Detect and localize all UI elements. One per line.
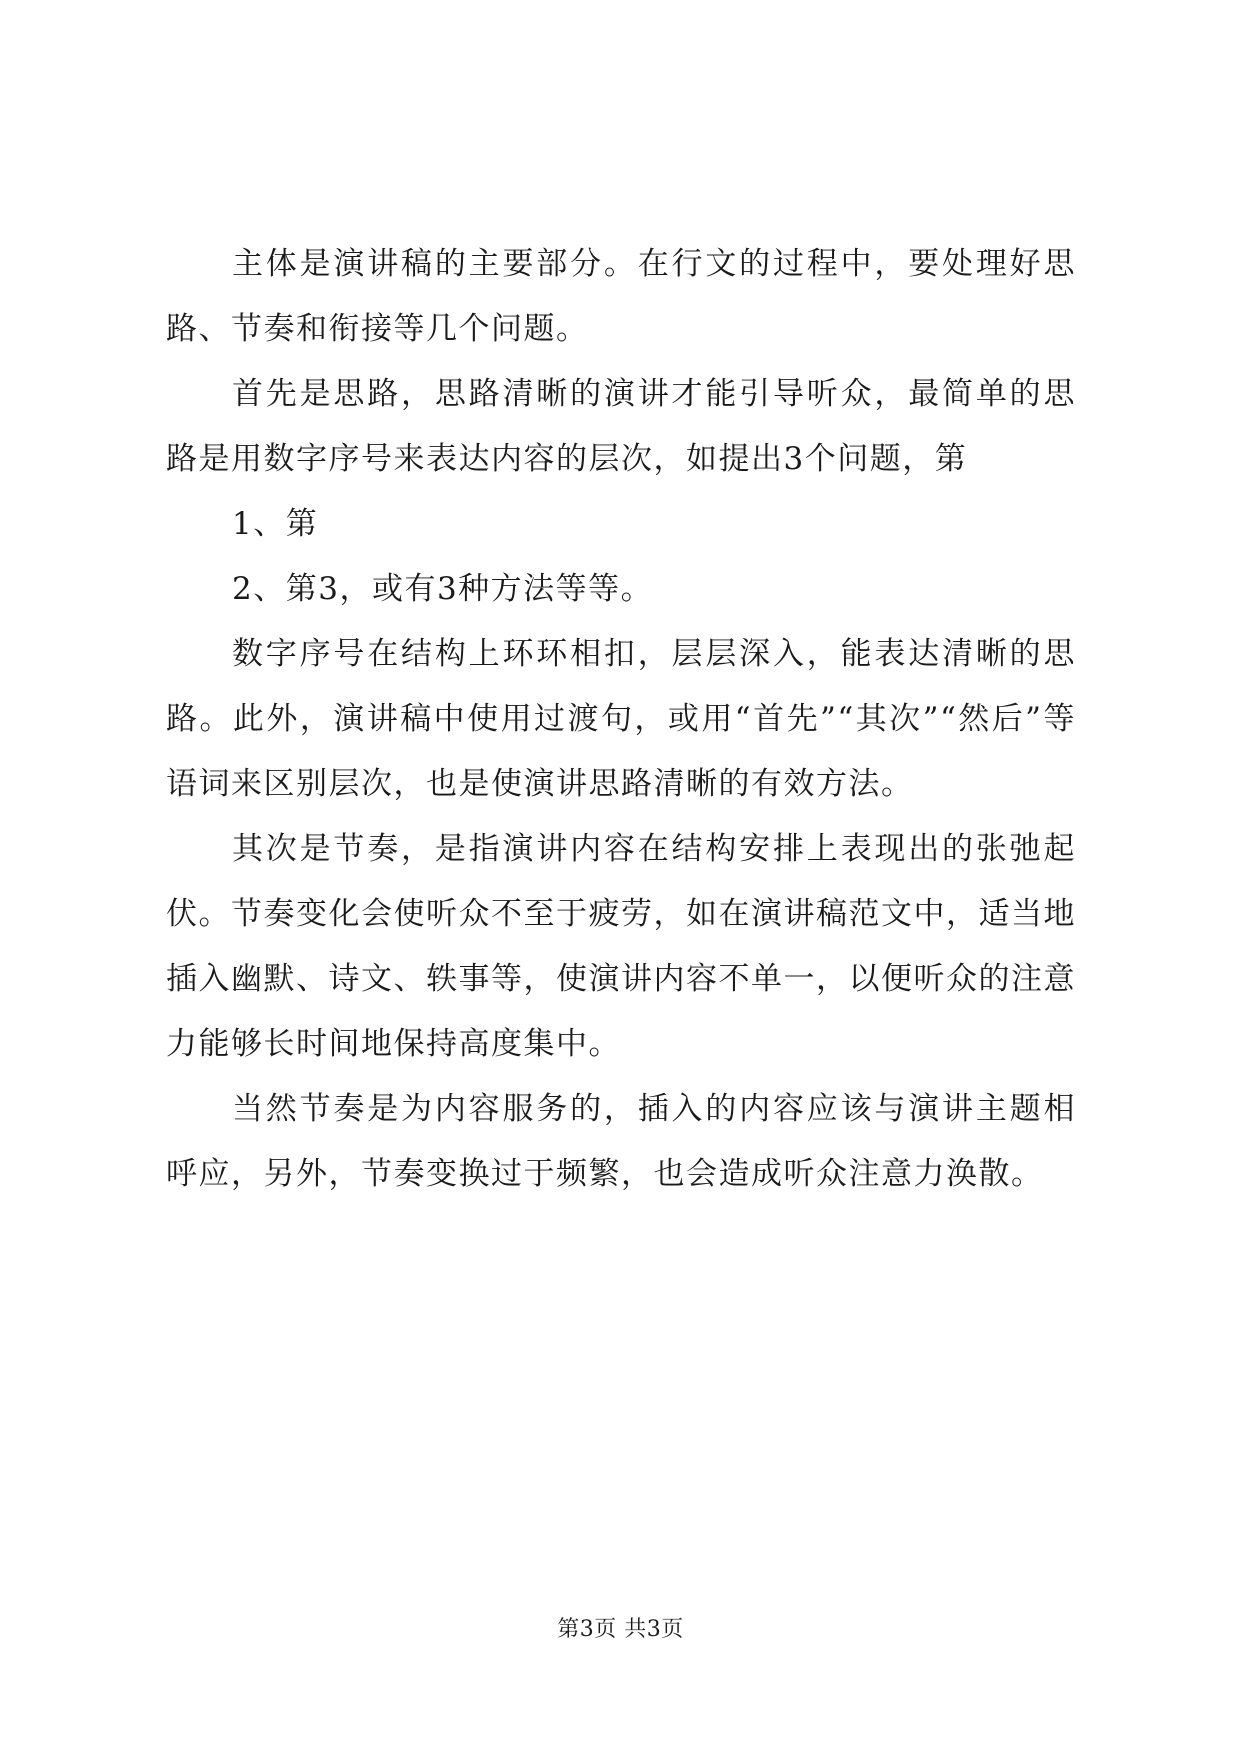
paragraph-list-item-1: 1、第 xyxy=(232,506,319,542)
page-footer: 第3页 共3页 xyxy=(557,1617,684,1642)
paragraph-numbering: 数字序号在结构上环环相扣，层层深入，能表达清晰的思路。此外，演讲稿中使用过渡句，或用“首先”“其次”“然后”等语词来区别层次，也是使演讲思路清晰的有效方法。 xyxy=(166,636,1076,802)
document-body xyxy=(166,232,1076,1207)
paragraph-structure-intro: 主体是演讲稿的主要部分。在行文的过程中，要处理好思路、节奏和衔接等几个问题。 xyxy=(166,246,1076,347)
paragraph-list-item-2: 2、第3，或有3种方法等等。 xyxy=(232,571,654,607)
paragraph-rhythm-serves-content: 当然节奏是为内容服务的，插入的内容应该与演讲主题相呼应，另外，节奏变换过于频繁，也会造成听众注意力涣散。 xyxy=(166,1091,1076,1192)
paragraph-train-of-thought: 首先是思路，思路清晰的演讲才能引导听众，最简单的思路是用数字序号来表达内容的层次，如提出3个问题，第 xyxy=(166,376,1076,477)
paragraph-rhythm: 其次是节奏，是指演讲内容在结构安排上表现出的张弛起伏。节奏变化会使听众不至于疲劳，如在演讲稿范文中，适当地插入幽默、诗文、轶事等，使演讲内容不单一，以便听众的注意力能够长时间地保持高度集中。 xyxy=(166,831,1076,1062)
